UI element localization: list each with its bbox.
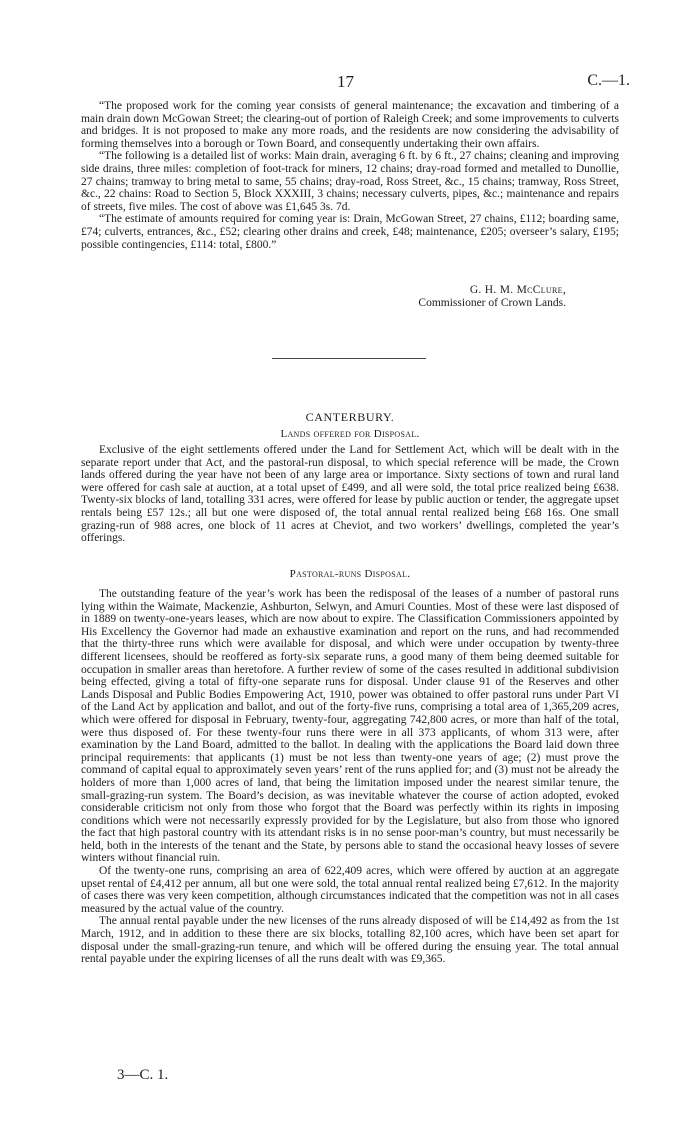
subheading-pastoral-runs: Pastoral-runs Disposal. [289,568,411,580]
paragraph: The annual rental payable under the new licenses of the runs already disposed of will be £14,492 as from the 1st March, 1912, and in addition to these there are six blocks, totalling 82,100 acres, which have been set apart for disposal under the small-grazing-run tenure, and which will be offered during the ensuing year. The total annual rental payable under the expiring licenses of all the runs dealt with was £9,365. [81,915,619,966]
page-number: 17 [337,72,354,91]
section-divider [272,358,426,359]
paragraph: The outstanding feature of the year’s work has been the redisposal of the leases of a number of pastoral runs lying within the Waimate, Mackenzie, Ashburton, Selwyn, and Amuri Counties. Most of these were last disposed of in 1889 on twenty-one-years leases, which are now about to expire. The Classification Commissioners appointed by His Excellency the Governor had made an exhaustive examination and report on the runs, and had recommended that the thirty-three runs which were available for disposal, and which were under occupation by twenty-three different licensees, should be reoffered as forty-six separate runs, a good many of them being deemed suitable for occupation in smaller areas than heretofore. A further review of some of the cases resulted in additional subdivision being effected, giving a total of fifty-one separate runs for disposal. Under clause 91 of the Reserves and other Lands Disposal and Public Bodies Empowering Act, 1910, power was obtained to offer pastoral runs under Part VI of the Land Act by application and ballot, and out of the forty-five runs, comprising a total area of 1,365,209 acres, which were offered for disposal in February, twenty-four, aggregating 742,800 acres, or more than half of the total, were thus disposed of. For these twenty-four runs there were in all 373 applicants, of whom 313 were, after examination by the Land Board, admitted to the ballot. In dealing with the applications the Board laid down three principal requirements: that applicants (1) must be not less than twenty-one years of age; (2) must prove the command of capital equal to approximately seven years’ rent of the runs applied for; and (3) must not be already the holders of more than 1,000 acres of land, that being the limitation imposed under the nearest similar tenure, the small-grazing-run system. The Board’s decision, as was inevitable whatever the course of action adopted, evoked considerable criticism not only from those who forgot that the Board was perfectly within its rights in imposing conditions which were not necessarily expressly provided for by the Legislature, but also from those who ignored the fact that high pastoral country with its attendant risks is in no sense poor-man’s country, but must necessarily be held, both in the interests of the tenant and the State, by persons able to stand the occasional heavy losses of severe winters without financial ruin. [81,588,619,865]
paragraph: “The estimate of amounts required for coming year is: Drain, McGowan Street, 27 chains, £112; boarding same, £74; culverts, entrances, &c., £52; clearing other drains and creek, £48; maintenance, £205; overseer’s salary, £195; possible contingencies, £114: total, £800.” [81,213,619,251]
page-header [0,72,700,92]
signature-name: G. H. M. McClure, [469,284,566,296]
subheading-lands-offered: Lands offered for Disposal. [280,428,420,440]
paragraph: Exclusive of the eight settlements offered under the Land for Settlement Act, which will be dealt with in the separate report under that Act, and the pastoral-run disposal, to which special reference will be made, the Crown lands offered during the year have not been of any large area or importance. Sixty sections of town and rural land were offered for cash sale at auction, at a total upset of £499, and all were sold, the total price realized being £638. Twenty-six blocks of land, totalling 331 acres, were offered for lease by public auction or tender, the aggregate upset rentals being £57 12s.; all but one were disposed of, the total annual rental realized being £68 16s. One small grazing-run of 988 acres, one block of 11 acres at Cheviot, and two workers’ dwellings, completed the year’s offerings. [81,444,619,545]
document-reference: C.—1. [587,72,630,89]
paragraph: Of the twenty-one runs, comprising an area of 622,409 acres, which were offered by auction at an aggregate upset rental of £4,412 per annum, all but one were sold, the total annual rental realized being £7,612. In the majority of cases there was very keen competition, although circumstances indicated that the competition was not in all cases measured by the actual value of the country. [81,865,619,915]
paragraph: “The proposed work for the coming year consists of general maintenance; the excavation and timbering of a main drain down McGowan Street; the clearing-out of portion of Raleigh Creek; and some improvements to culverts and bridges. It is not proposed to make any more roads, and the residents are now considering the advisability of forming themselves into a borough or Town Board, and consequently undertaking their own affairs. [81,100,619,150]
signature-block [0,284,566,310]
lands-offered-section [81,444,619,545]
signature-mark: 3—C. 1. [117,1067,169,1083]
section-title: CANTERBURY. [305,410,395,424]
signature-title: Commissioner of Crown Lands. [418,297,566,309]
pastoral-runs-section [81,588,619,966]
paragraph: “The following is a detailed list of works: Main drain, averaging 6 ft. by 6 ft., 27 chains; cleaning and improving side drains, three miles: completion of foot-track for miners, 12 chains; dray-road formed and metalled to Dunollie, 27 chains; tramway to bring metal to same, 55 chains; dray-road, Ross Street, &c., 15 chains; tramway, Ross Street, &c., 22 chains: Road to Section 5, Block XXXIII, 3 chains; necessary culverts, pipes, &c.; maintenance and repairs of streets, five miles. The cost of above was £1,645 3s. 7d. [81,150,619,213]
report-extract [81,100,619,251]
